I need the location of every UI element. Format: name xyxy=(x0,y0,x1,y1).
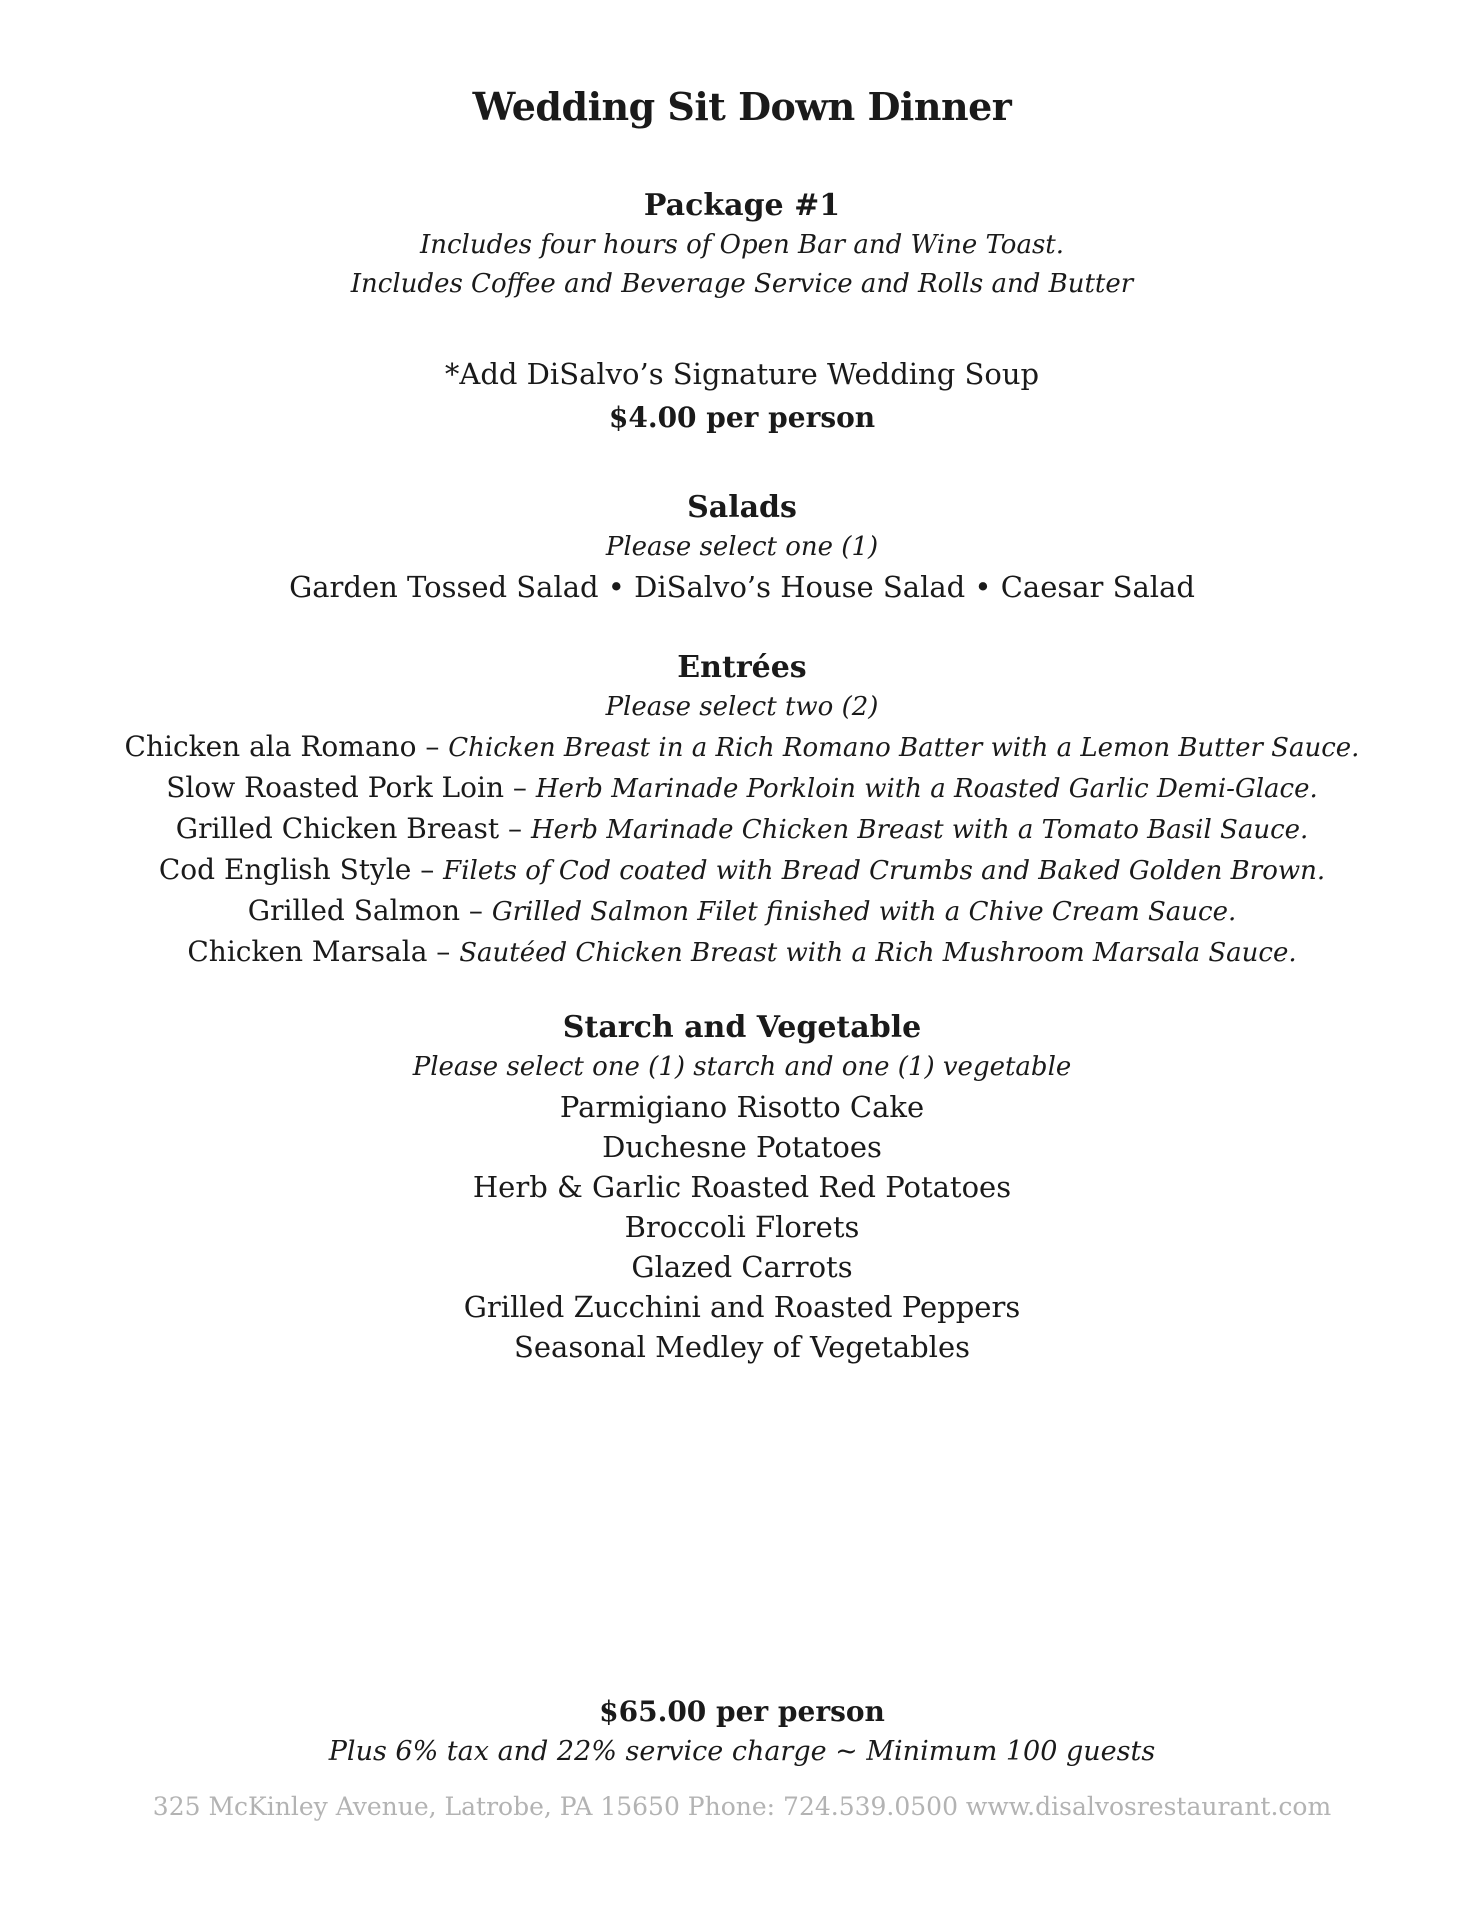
entree-description: Grilled Salmon Filet finished with a Chive Cream Sauce. xyxy=(491,897,1237,927)
addon-text: *Add DiSalvo’s Signature Wedding Soup xyxy=(444,357,1040,391)
package-price: $65.00 per person xyxy=(599,1695,885,1728)
entree-name: Slow Roasted Pork Loin – xyxy=(166,771,536,804)
entree-name: Chicken ala Romano – xyxy=(124,730,449,763)
salads-instruction: Please select one (1) xyxy=(605,532,879,562)
side-item: Herb & Garlic Roasted Red Potatoes xyxy=(472,1170,1012,1204)
package-name: Package #1 xyxy=(643,188,841,223)
starch-vegetable-heading: Starch and Vegetable xyxy=(562,1010,922,1045)
entree-description: Chicken Breast in a Rich Romano Batter with a Lemon Butter Sauce. xyxy=(448,733,1360,763)
salads-options: Garden Tossed Salad • DiSalvo’s House Salad • Caesar Salad xyxy=(289,570,1195,604)
entree-item xyxy=(0,891,1484,932)
entree-item xyxy=(0,809,1484,850)
entree-name: Grilled Salmon – xyxy=(247,894,492,927)
salads-section xyxy=(0,488,1484,607)
starch-vegetable-section xyxy=(0,1008,1484,1367)
side-item: Seasonal Medley of Vegetables xyxy=(514,1330,970,1364)
entree-description: Sautéed Chicken Breast with a Rich Mushroom Marsala Sauce. xyxy=(459,938,1297,968)
entree-item xyxy=(0,932,1484,973)
page-title: Wedding Sit Down Dinner xyxy=(472,84,1012,129)
salads-heading: Salads xyxy=(687,490,797,525)
pricing-section xyxy=(0,1692,1484,1771)
package-section xyxy=(0,186,1484,304)
entree-item xyxy=(0,850,1484,891)
addon-section xyxy=(0,354,1484,438)
side-item: Grilled Zucchini and Roasted Peppers xyxy=(463,1290,1021,1324)
footer-contact: 325 McKinley Avenue, Latrobe, PA 15650 Phone: 724.539.0500 www.disalvosrestaurant.com xyxy=(152,1792,1332,1821)
side-item: Broccoli Florets xyxy=(624,1210,860,1244)
entrees-instruction: Please select two (2) xyxy=(605,692,879,722)
package-include-line: Includes Coffee and Beverage Service and Rolls and Butter xyxy=(350,269,1134,299)
entrees-heading: Entrées xyxy=(677,650,807,685)
entree-name: Grilled Chicken Breast – xyxy=(175,812,531,845)
entree-name: Cod English Style – xyxy=(158,853,444,886)
addon-price: $4.00 per person xyxy=(608,401,876,434)
entrees-section xyxy=(0,648,1484,973)
entree-name: Chicken Marsala – xyxy=(187,935,460,968)
entree-description: Herb Marinade Chicken Breast with a Tomato Basil Sauce. xyxy=(530,815,1309,845)
starch-vegetable-instruction: Please select one (1) starch and one (1) vegetable xyxy=(412,1052,1072,1082)
entree-description: Herb Marinade Porkloin with a Roasted Garlic Demi-Glace. xyxy=(535,774,1318,804)
side-item: Duchesne Potatoes xyxy=(602,1130,882,1164)
pricing-note: Plus 6% tax and 22% service charge ~ Minimum 100 guests xyxy=(328,1736,1156,1767)
side-item: Glazed Carrots xyxy=(631,1250,853,1284)
entree-description: Filets of Cod coated with Bread Crumbs and Baked Golden Brown. xyxy=(443,856,1326,886)
package-include-line: Includes four hours of Open Bar and Wine Toast. xyxy=(419,230,1065,260)
side-item: Parmigiano Risotto Cake xyxy=(559,1090,925,1124)
entree-item xyxy=(0,768,1484,809)
entree-item xyxy=(0,727,1484,768)
